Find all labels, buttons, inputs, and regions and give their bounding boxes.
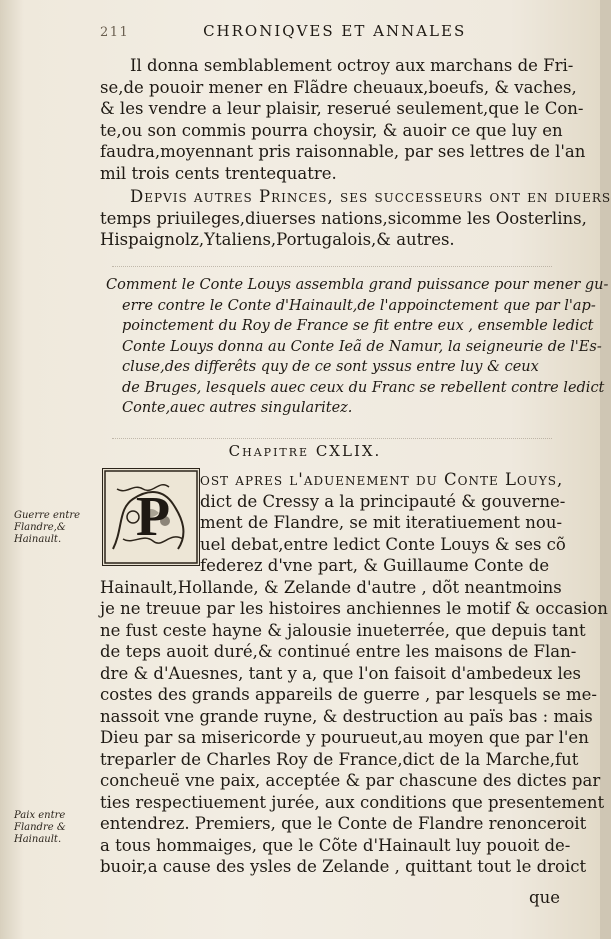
catchword: que xyxy=(529,888,560,907)
text-line: Hispaignolz,Ytaliens,Portugalois,& autres. xyxy=(100,230,455,249)
chapter-text xyxy=(100,469,608,878)
text-line: dict de Cressy a la principauté & gouverne- xyxy=(200,491,566,511)
text-line: ment de Flandre, se mit iteratiuement nou- xyxy=(200,513,563,532)
bleed-through-mark xyxy=(112,256,552,267)
text-line: Dieu par sa misericorde y pourueut,au moyen que par l'en xyxy=(100,728,589,747)
text-line: uel debat,entre ledict Conte Louys & ses cõ xyxy=(200,534,566,554)
text-line: mil trois cents trentequatre. xyxy=(100,163,337,183)
chapter-rubric xyxy=(106,275,609,419)
text-line: faudra,moyennant pris raisonnable, par ses lettres de l'an xyxy=(100,142,586,161)
rubric-line: de Bruges, lesquels auec ceux du Franc se rebellent contre ledict xyxy=(122,379,605,396)
rubric-line: Conte Louys donna au Conte Ieã de Namur, la seigneurie de l'Es- xyxy=(122,338,602,355)
chapter-heading: Chapitre CXLIX. xyxy=(228,442,382,460)
text-line: buoir,a cause des ysles de Zelande , quittant tout le droict xyxy=(100,857,587,876)
text-line: te,ou son commis pourra choysir, & auoir ce que luy en xyxy=(100,120,563,140)
rubric-line: Comment le Conte Louys assembla grand puissance pour mener gu- xyxy=(106,277,609,293)
text-line: costes des grands appareils de guerre , par lesquels se me- xyxy=(100,685,597,704)
text-line: entendrez. Premiers, que le Conte de Flandre renonceroit xyxy=(100,814,587,833)
text-line: & les vendre a leur plaisir, reserué seulement,que le Con- xyxy=(100,99,584,118)
text-line: ost apres l'aduenement du Conte Louys, xyxy=(200,470,564,489)
running-head-title: CHRONIQVES ET ANNALES xyxy=(203,22,467,40)
text-line: nassoit vne grande ruyne, & destruction au païs bas : mais xyxy=(100,706,593,726)
bleed-through-mark xyxy=(112,428,552,439)
text-line: je ne treuue par les histoires anchiennes le motif & occasion xyxy=(100,599,608,618)
running-head xyxy=(100,22,540,40)
text-line: federez d'vne part, & Guillaume Conte de xyxy=(200,556,550,575)
text-line: dre & d'Auesnes, tant y a, que l'on faisoit d'ambedeux les xyxy=(100,663,581,683)
svg-text:P: P xyxy=(135,486,171,548)
text-line: a tous hommaiges, que le Cõte d'Hainault luy pouoit de- xyxy=(100,835,571,855)
text-line: ties respectiuement jurée, aux conditions que presentement xyxy=(100,792,605,812)
text-line: se,de pouoir mener en Flãdre cheuaux,boeufs, & vaches, xyxy=(100,77,577,97)
rubric-line: cluse,des differêts quy de ce sont yssus entre luy & ceux xyxy=(122,359,539,375)
rubric-line: erre contre le Conte d'Hainault,de l'appoinctement que par l'ap- xyxy=(122,297,596,314)
text-line: Il donna semblablement octroy aux marchans de Fri- xyxy=(130,56,574,75)
text-line: ne fust ceste hayne & jalousie inueterrée, que depuis tant xyxy=(100,620,586,640)
text-line: Depvis autres Princes, ses successeurs ont en diuers xyxy=(130,187,611,206)
folio-number: 211 xyxy=(100,25,130,40)
paragraph-1 xyxy=(100,55,586,184)
paragraph-2 xyxy=(100,186,611,251)
text-line: temps priuileges,diuerses nations,sicomme les Oosterlins, xyxy=(100,208,587,228)
text-line: Hainault,Hollande, & Zelande d'autre , dõt neantmoins xyxy=(100,577,562,597)
text-line: concheuë vne paix, acceptée & par chascune des dictes par xyxy=(100,771,601,790)
rubric-line: Conte,auec autres singularitez. xyxy=(122,400,353,416)
text-line: de teps auoit duré,& continué entre les maisons de Flan- xyxy=(100,642,577,661)
rubric-line: poinctement du Roy de France se fit entre eux , ensemble ledict xyxy=(122,318,594,334)
text-line: treparler de Charles Roy de France,dict de la Marche,fut xyxy=(100,749,579,769)
marginal-note-peace: Paix entre Flandre & Hainault. xyxy=(14,810,66,845)
marginal-note-war: Guerre entre Flandre,& Hainault. xyxy=(14,510,81,545)
